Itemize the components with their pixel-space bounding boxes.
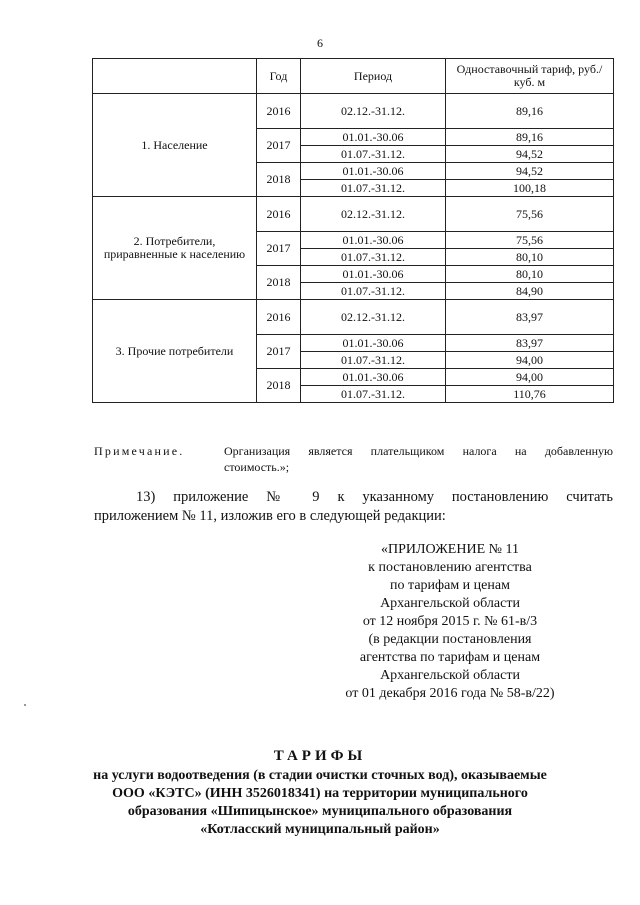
header-category (93, 59, 257, 94)
tariff-cell: 94,00 (446, 369, 614, 386)
tariff-cell: 83,97 (446, 300, 614, 335)
tariff-cell: 94,52 (446, 146, 614, 163)
period-cell: 01.07.-31.12. (301, 180, 446, 197)
period-cell: 01.07.-31.12. (301, 283, 446, 300)
year-cell: 2016 (257, 300, 301, 335)
year-cell: 2016 (257, 94, 301, 129)
paragraph-line2: приложением № 11, изложив его в следующей редакции: (94, 508, 446, 524)
tariff-table (92, 58, 614, 403)
period-cell: 01.01.-30.06 (301, 163, 446, 180)
period-cell: 02.12.-31.12. (301, 94, 446, 129)
period-cell: 01.01.-30.06 (301, 232, 446, 249)
tariff-cell: 89,16 (446, 129, 614, 146)
appendix-line: агентства по тарифам и ценам (359, 650, 541, 665)
tariff-cell: 94,52 (446, 163, 614, 180)
category-cell: 1. Население (93, 94, 257, 197)
year-cell: 2017 (257, 335, 301, 369)
period-cell: 01.01.-30.06 (301, 266, 446, 283)
year-cell: 2017 (257, 129, 301, 163)
title-line: «Котласский муниципальный район» (200, 822, 440, 837)
title-main: ТАРИФЫ (273, 748, 367, 764)
table-row (93, 300, 614, 335)
note-text-line1: Организация является плательщиком налога на добавленную (224, 444, 613, 458)
appendix-line: Архангельской области (380, 596, 520, 611)
title-line: образования «Шипицынское» муниципального образования (127, 804, 513, 819)
period-cell: 01.01.-30.06 (301, 369, 446, 386)
document-title (60, 747, 580, 839)
tariff-cell: 89,16 (446, 94, 614, 129)
appendix-line: по тарифам и ценам (390, 578, 510, 593)
table-row (93, 94, 614, 129)
appendix-line: Архангельской области (380, 668, 520, 683)
appendix-line: (в редакции постановления (368, 632, 532, 647)
page-number: 6 (317, 36, 323, 50)
period-cell: 02.12.-31.12. (301, 197, 446, 232)
table-row (93, 197, 614, 232)
note-text-line2: стоимость.»; (224, 460, 290, 474)
period-cell: 01.07.-31.12. (301, 146, 446, 163)
tariff-cell: 75,56 (446, 232, 614, 249)
period-cell: 01.01.-30.06 (301, 335, 446, 352)
year-cell: 2017 (257, 232, 301, 266)
tariff-cell: 110,76 (446, 386, 614, 403)
appendix-line: «ПРИЛОЖЕНИЕ № 11 (381, 542, 519, 557)
tariff-cell: 83,97 (446, 335, 614, 352)
year-cell: 2018 (257, 163, 301, 197)
period-cell: 02.12.-31.12. (301, 300, 446, 335)
period-cell: 01.07.-31.12. (301, 249, 446, 266)
tariff-cell: 80,10 (446, 266, 614, 283)
title-line: ООО «КЭТС» (ИНН 3526018341) на территории муниципального (112, 786, 528, 801)
year-cell: 2018 (257, 369, 301, 403)
year-cell: 2018 (257, 266, 301, 300)
title-line: на услуги водоотведения (в стадии очистки сточных вод), оказываемые (93, 768, 547, 783)
paragraph-line1: 13) приложение № 9 к указанному постановлению считать (136, 489, 613, 505)
tariff-cell: 84,90 (446, 283, 614, 300)
category-cell: 2. Потребители, приравненные к населению (93, 197, 257, 300)
year-cell: 2016 (257, 197, 301, 232)
period-cell: 01.01.-30.06 (301, 129, 446, 146)
tariff-cell: 100,18 (446, 180, 614, 197)
table-header-row (93, 59, 614, 94)
scan-speck (24, 704, 26, 706)
tariff-cell: 94,00 (446, 352, 614, 369)
tariff-cell: 80,10 (446, 249, 614, 266)
note-label: Примечание. (94, 444, 185, 458)
period-cell: 01.07.-31.12. (301, 352, 446, 369)
period-cell: 01.07.-31.12. (301, 386, 446, 403)
appendix-line: к постановлению агентства (368, 560, 532, 575)
header-year: Год (257, 59, 301, 94)
category-cell: 3. Прочие потребители (93, 300, 257, 403)
header-period: Период (301, 59, 446, 94)
tariff-cell: 75,56 (446, 197, 614, 232)
appendix-line: от 12 ноября 2015 г. № 61-в/3 (362, 614, 538, 629)
amendment-paragraph (94, 488, 613, 526)
appendix-line: от 01 декабря 2016 года № 58-в/22) (345, 686, 555, 701)
appendix-heading (330, 541, 570, 703)
header-tariff: Одноставочный тариф, руб./куб. м (446, 59, 614, 94)
